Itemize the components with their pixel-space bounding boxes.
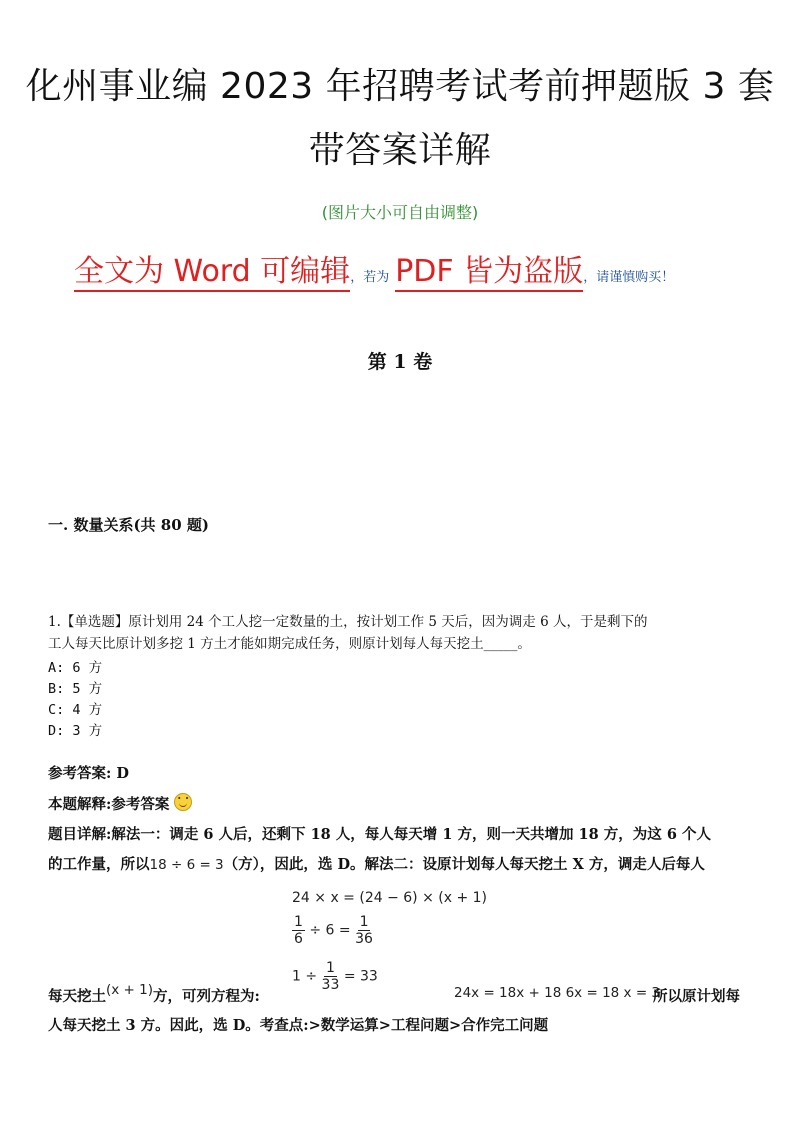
detail-line2-start: 的工作量，所以 bbox=[48, 856, 150, 873]
detail-line3-text: 每天挖土 bbox=[48, 988, 106, 1005]
fraction-one-33rd: $\frac{1}{33}$ bbox=[321, 960, 340, 993]
detail-line1: 题目详解:解法一：调走 6 人后，还剩下 18 人，每人每天增 1 方，则一天共增加 18 方，为这 6 个人 bbox=[48, 826, 711, 843]
math-division: 18 ÷ 6 = 3 bbox=[149, 857, 224, 873]
banner-word-editable: 全文为 Word 可编辑 bbox=[74, 254, 350, 292]
subtitle-note: (图片大小可自由调整) bbox=[321, 203, 479, 222]
document-title-line2: 带答案详解 bbox=[308, 130, 492, 171]
banner-connector: ，若为 bbox=[350, 270, 390, 285]
math-x-plus-1: (x + 1) bbox=[106, 982, 154, 998]
question-text-line1: 1.【单选题】原计划用 24 个工人挖一定数量的土，按计划工作 5 天后，因为调走 6 人，于是剩下的 bbox=[48, 614, 648, 630]
document-title-line1: 化州事业编 2023 年招聘考试考前押题版 3 套 bbox=[25, 66, 775, 107]
section-heading: 一. 数量关系(共 80 题) bbox=[48, 516, 209, 534]
fraction-one-36th: $\frac{1}{36}$ bbox=[355, 914, 373, 947]
equation-3-pre: 1 ÷ bbox=[292, 968, 318, 985]
explanation-label-text: 本题解释:参考答案 bbox=[48, 796, 170, 813]
option-d: D: 3 方 bbox=[48, 723, 103, 739]
volume-heading: 第 1 卷 bbox=[367, 351, 433, 373]
detail-line3-end: 所以原计划每 bbox=[653, 988, 740, 1005]
copyright-banner bbox=[74, 246, 774, 290]
detail-line3-mid: 方，可列方程为: bbox=[153, 988, 260, 1005]
detail-line3-start bbox=[48, 982, 260, 1006]
option-b: B: 5 方 bbox=[48, 681, 103, 697]
question-text-line2: 工人每天比原计划多挖 1 方土才能如期完成任务，则原计划每人每天挖土_____。 bbox=[48, 636, 531, 652]
banner-pdf-pirated: PDF 皆为盗版 bbox=[395, 254, 583, 292]
fraction-one-sixth: $\frac{1}{6}$ bbox=[294, 914, 303, 947]
equation-chain: 24x = 18x + 18 6x = 18 x = 3 bbox=[454, 985, 661, 1001]
detail-line2-end: （方），因此，选 D。解法二：设原计划每人每天挖土 X 方，调走人后每人 bbox=[223, 856, 705, 873]
equation-3 bbox=[292, 960, 378, 993]
smiley-icon bbox=[174, 793, 192, 811]
equation-2-operator: ÷ 6 = bbox=[309, 922, 351, 939]
detail-line4: 人每天挖土 3 方。因此，选 D。考查点:>数学运算>工程问题>合作完工问题 bbox=[48, 1017, 549, 1034]
option-a: A: 6 方 bbox=[48, 660, 103, 676]
option-c: C: 4 方 bbox=[48, 702, 103, 718]
explanation-label bbox=[48, 793, 192, 814]
banner-warning: ，请谨慎购买！ bbox=[583, 270, 675, 285]
equation-1: 24 × x = (24 − 6) × (x + 1) bbox=[292, 890, 488, 906]
detail-line2 bbox=[48, 853, 760, 874]
equation-3-post: = 33 bbox=[343, 968, 378, 985]
equation-2 bbox=[292, 914, 373, 947]
answer-line: 参考答案: D bbox=[48, 765, 129, 782]
